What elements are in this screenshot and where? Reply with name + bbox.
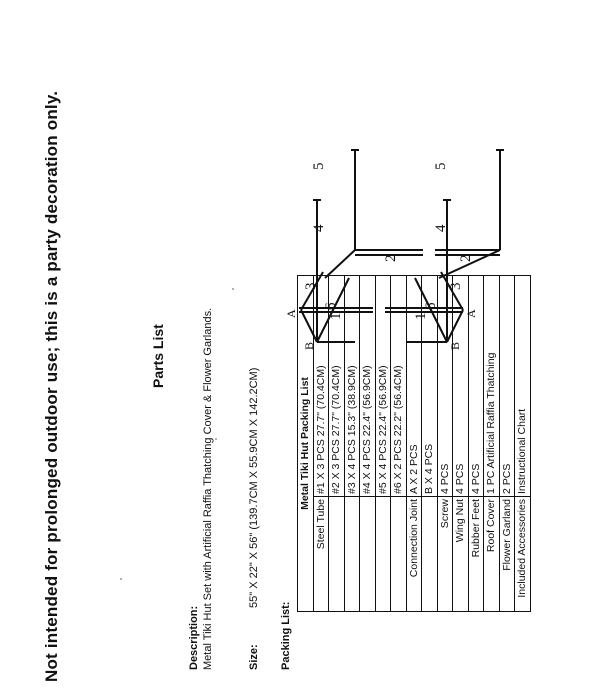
- frame-corners: [317, 250, 500, 342]
- description-text: Metal Tiki Hut Set with Artificial Raffia Thatching Cover & Flower Garlands.: [202, 307, 214, 670]
- part-name: [375, 497, 391, 612]
- part-name: Wing Nut: [453, 497, 469, 612]
- part-qty: #5 X 4 PCS 22.4" (56.9CM): [375, 276, 391, 497]
- size-text: 55" X 22" X 56" (139.7CM X 55.9CM X 142.2CM): [248, 367, 260, 608]
- scan-speck: [215, 438, 217, 440]
- part-qty: 1 PC Artificial Raffia Thatching: [484, 276, 500, 497]
- part-name: [329, 497, 345, 612]
- part-name: [422, 497, 438, 612]
- part-qty: #3 X 4 PCS 15.3" (38.9CM): [344, 276, 360, 497]
- part-qty: 4 PCS: [437, 276, 453, 497]
- label-4: 4: [433, 224, 449, 232]
- part-name: Screw: [437, 497, 453, 612]
- scan-speck: [232, 288, 234, 290]
- part-qty: 4 PCS: [453, 276, 469, 497]
- part-name: Steel Tube: [313, 497, 329, 612]
- part-qty: #6 X 2 PCS 22.2" (56.4CM): [391, 276, 407, 497]
- label-1: 1: [413, 312, 429, 320]
- part-name: Included Accessories: [515, 497, 531, 612]
- table-title: Metal Tiki Hut Packing List: [298, 276, 314, 612]
- label-4: 4: [311, 224, 327, 232]
- part-name: Connection Joint: [406, 497, 422, 612]
- scan-speck: [120, 578, 122, 580]
- label-3: 3: [303, 282, 319, 290]
- packing-list-label: Packing List:: [280, 601, 292, 670]
- description-label: Description:: [188, 605, 200, 670]
- part-qty: Instructional Chart: [515, 276, 531, 497]
- part-qty: 2 PCS: [499, 276, 515, 497]
- part-qty: #1 X 3 PCS 27.7" (70.4CM): [313, 276, 329, 497]
- joint-a-label: A: [464, 309, 478, 318]
- tube-6: [317, 278, 447, 342]
- label-6: 6: [323, 302, 339, 310]
- label-1: 1: [328, 312, 344, 320]
- joint-b-label: B: [448, 341, 462, 350]
- part-name: Flower Garland: [499, 497, 515, 612]
- part-qty: 4 PCS: [468, 276, 484, 497]
- label-5: 5: [311, 162, 327, 170]
- part-name: Rubber Feet: [468, 497, 484, 612]
- size-label: Size:: [248, 644, 260, 670]
- part-name: [344, 497, 360, 612]
- part-name: [391, 497, 407, 612]
- part-qty: #4 X 4 PCS 22.4" (56.9CM): [360, 276, 376, 497]
- warning-heading: Not intended for prolonged outdoor use; this is a party decoration only.: [42, 90, 61, 682]
- joint-a-label: A: [284, 309, 298, 318]
- part-qty: A X 2 PCS: [406, 276, 422, 497]
- label-3: 3: [448, 282, 464, 290]
- part-qty: #2 X 3 PCS 27.7" (70.4CM): [329, 276, 345, 497]
- label-6: 6: [423, 302, 439, 310]
- label-2: 2: [458, 254, 474, 262]
- label-5: 5: [433, 162, 449, 170]
- parts-list-title: Parts List: [150, 324, 166, 388]
- tiki-hut-frame-diagram: [284, 20, 545, 350]
- label-2: 2: [383, 254, 399, 262]
- tube-2: [355, 250, 500, 255]
- joint-b-label: B: [302, 341, 316, 350]
- part-name: Roof Cover: [484, 497, 500, 612]
- part-qty: B X 4 PCS: [422, 276, 438, 497]
- part-name: [360, 497, 376, 612]
